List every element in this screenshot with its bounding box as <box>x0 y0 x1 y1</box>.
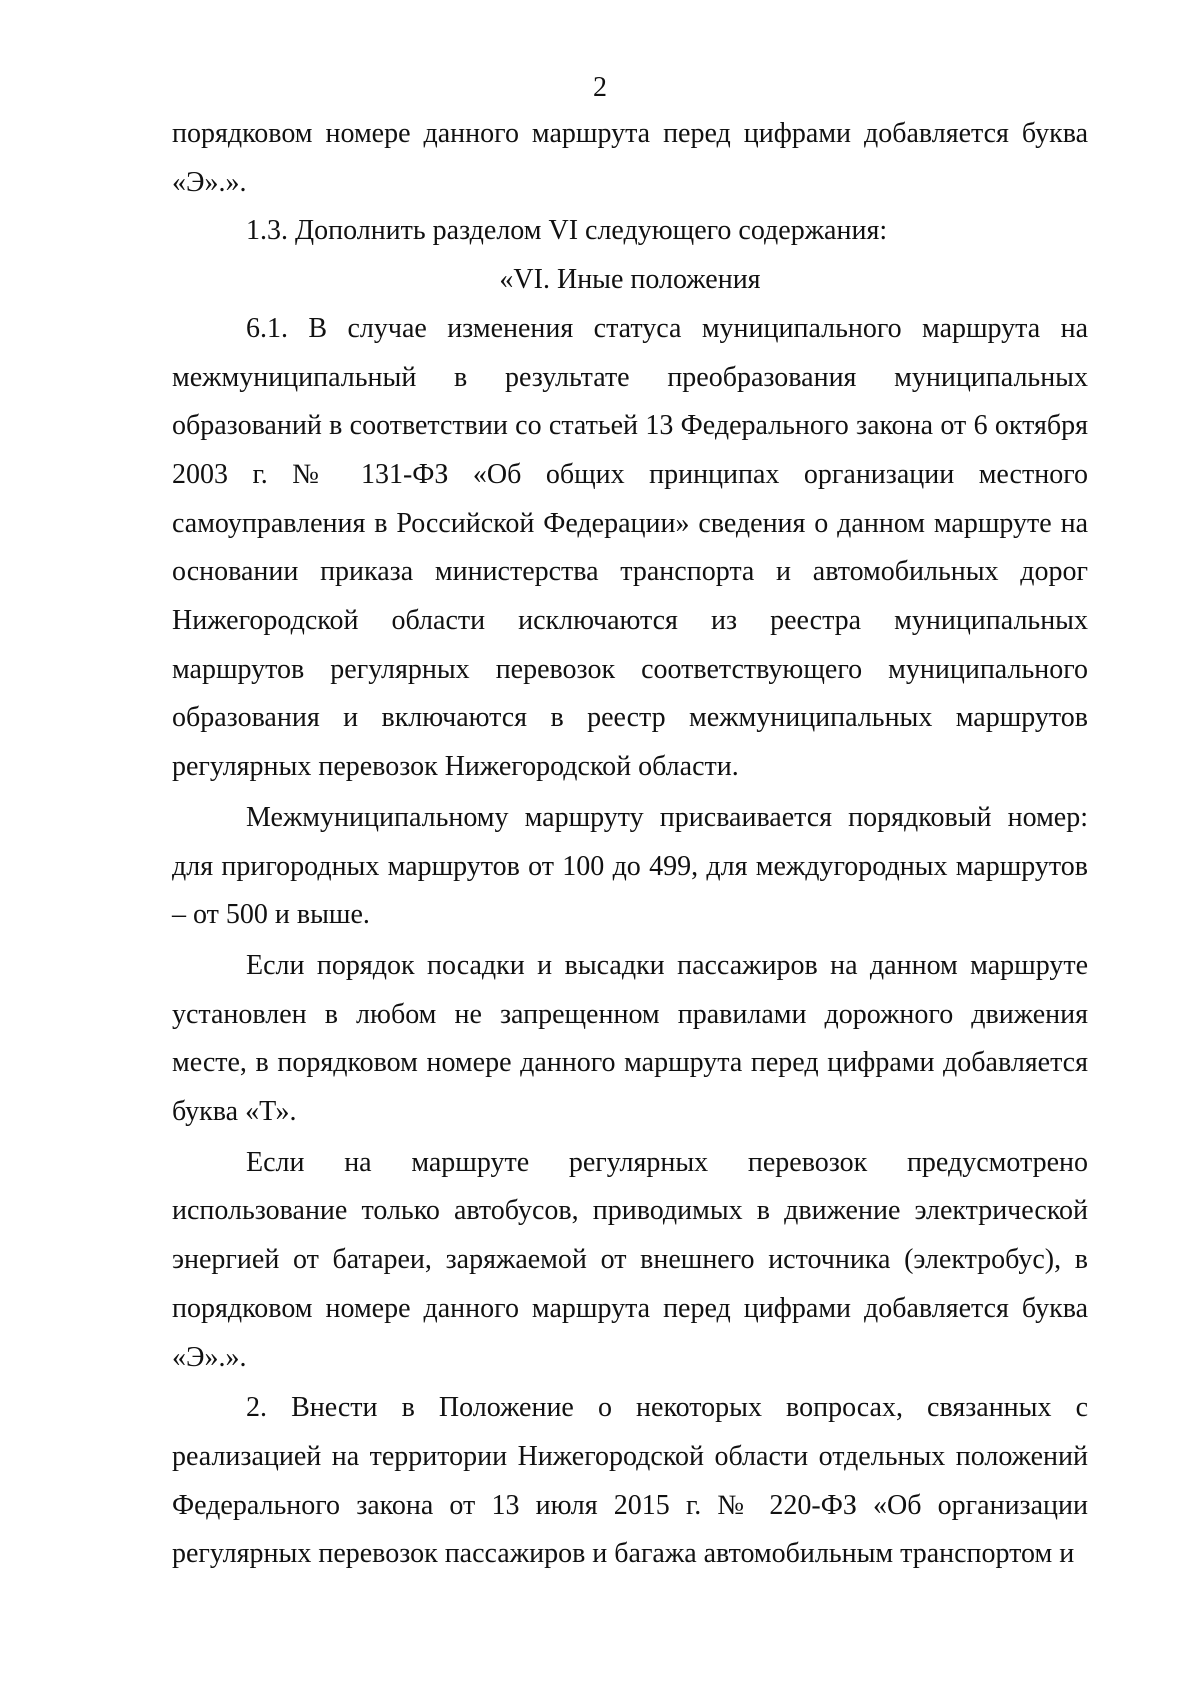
document-body <box>172 110 1088 1579</box>
paragraph-route-number: Межмуниципальному маршруту присваивается порядковый номер: для пригородных маршрутов от 100 до 499, для междугородных маршрутов – от 500 и выше. <box>172 801 1088 931</box>
paragraph-item-1-3: 1.3. Дополнить разделом VI следующего содержания: <box>246 215 888 247</box>
section-heading: «VI. Иные положения <box>499 264 761 296</box>
paragraph-letter-e: Если на маршруте регулярных перевозок предусмотрено использование только автобусов, приводимых в движение электрической энергией от батареи, заряжаемой от внешнего источника (электробус), в порядковом номере данного маршрута перед цифрами добавляется буква «Э».». <box>172 1146 1088 1373</box>
page-number: 2 <box>593 72 607 103</box>
paragraph-item-6-1: 6.1. В случае изменения статуса муниципального маршрута на межмуниципальный в результате преобразования муниципальных образований в соответствии со статьей 13 Федерального закона от 6 октября 2003 г. № 131-ФЗ «Об общих принципах организации местного самоуправления в Российской Федерации» сведения о данном маршруте на основании приказа министерства транспорта и автомобильных дорог Нижегородской области исключаются из реестра муниципальных маршрутов регулярных перевозок соответствующего муниципального образования и включаются в реестр межмуниципальных маршрутов регулярных перевозок Нижегородской области. <box>172 312 1088 783</box>
paragraph-continuation: порядковом номере данного маршрута перед цифрами добавляется буква «Э».». <box>172 118 1088 198</box>
paragraph-letter-t: Если порядок посадки и высадки пассажиров на данном маршруте установлен в любом не запрещенном правилами дорожного движения месте, в порядковом номере данного маршрута перед цифрами добавляется буква «Т». <box>172 949 1088 1128</box>
paragraph-item-2: 2. Внести в Положение о некоторых вопросах, связанных с реализацией на территории Нижегородской области отдельных положений Федерального закона от 13 июля 2015 г. № 220-ФЗ «Об организации регулярных перевозок пассажиров и багажа автомобильным транспортом и <box>172 1392 1088 1570</box>
